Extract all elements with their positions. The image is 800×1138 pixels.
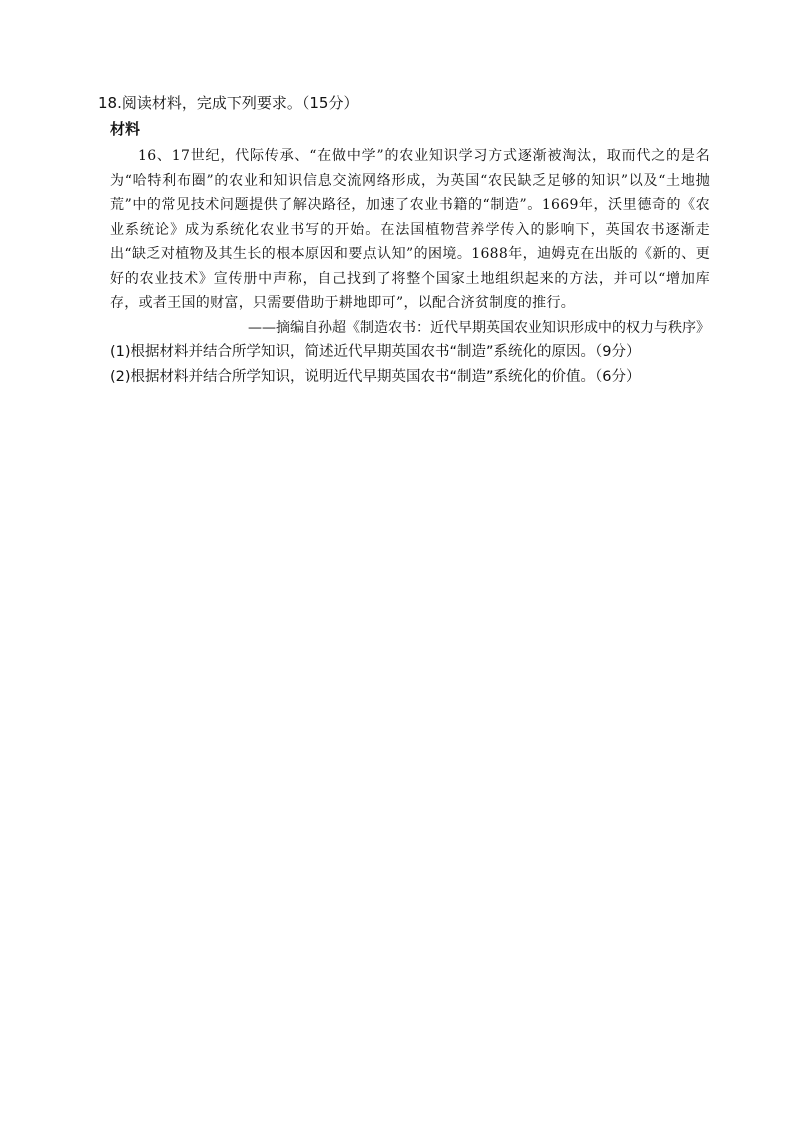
material-text: 16、17世纪，代际传承、“在做中学”的农业知识学习方式逐渐被淘汰，取而代之的是名为“哈特利布圈”的农业和知识信息交流网络形成，为英国“农民缺乏足够的知识”以及“土地抛荒”中的常见技术问题提供了解决路径，加速了农业书籍的“制造”。1669年，沃里德奇的《农业系统论》成为系统化农业书写的开始。在法国植物营养学传入的影响下，英国农书逐渐走出“缺乏对植物及其生长的根本原因和要点认知”的困境。1688年，迪姆克在出版的《新的、更好的农业技术》宣传册中声称，自己找到了将整个国家土地组织起来的方法，并可以“增加库存，或者王国的财富，只需要借助于耕地即可”，以配合济贫制度的推行。 (110, 148, 710, 311)
sub-question-1: (1)根据材料并结合所学知识，简述近代早期英国农书“制造”系统化的原因。（9分） (110, 343, 641, 360)
material-label: 材料 (110, 120, 141, 138)
material-source: ——摘编自孙超《制造农书：近代早期英国农业知识形成中的权力与秩序》 (248, 319, 710, 336)
question-18 (98, 92, 710, 390)
sub-question-2: (2)根据材料并结合所学知识，说明近代早期英国农书“制造”系统化的价值。（6分） (110, 368, 641, 385)
question-header: 18.阅读材料，完成下列要求。（15分） (98, 94, 359, 112)
